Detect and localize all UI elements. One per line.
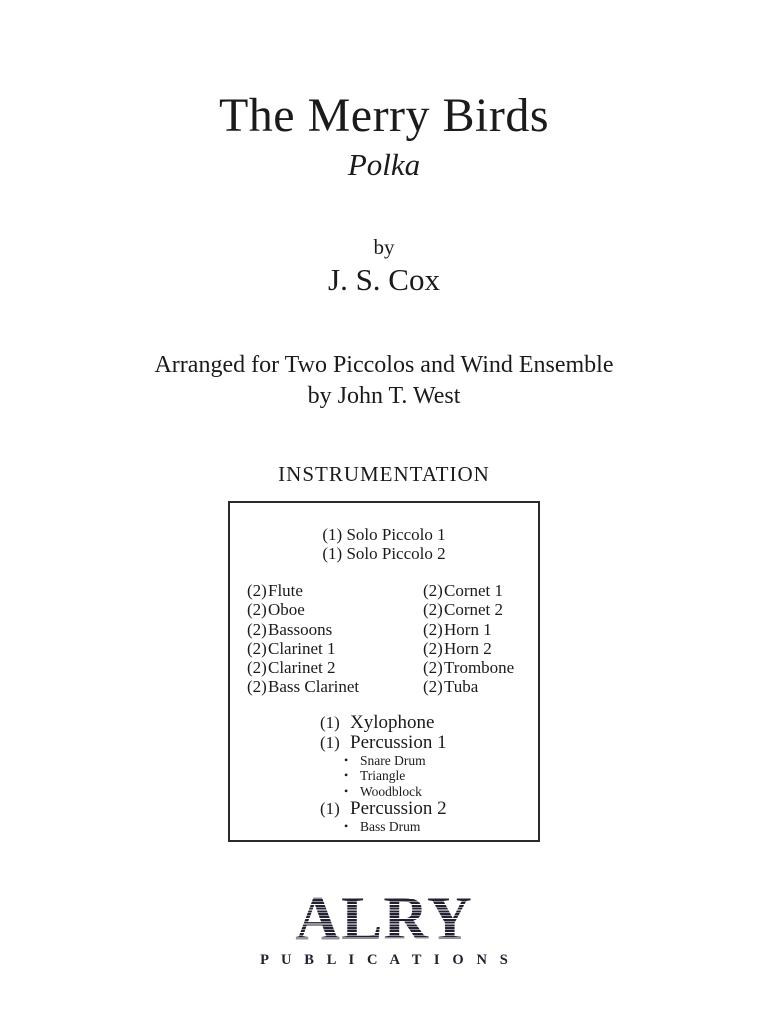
instrument-row <box>423 639 538 658</box>
part-count: (2) <box>247 638 267 658</box>
instrument-row <box>247 581 423 600</box>
bullet-icon: • <box>344 752 349 767</box>
instrument-row <box>423 658 538 677</box>
publisher-logo <box>0 885 768 968</box>
part-count: (1) <box>320 712 340 732</box>
part-name: Bass Clarinet <box>268 677 360 697</box>
percussion-sub-item <box>320 784 538 800</box>
part-name: Clarinet 2 <box>268 658 336 678</box>
instrument-row <box>423 581 538 600</box>
part-count: (2) <box>247 677 267 697</box>
percussion-row <box>320 733 538 753</box>
part-name: Cornet 2 <box>444 600 504 620</box>
part-count: (2) <box>247 581 267 600</box>
part-name: Horn 1 <box>444 619 492 639</box>
instrument-column-right <box>423 581 538 697</box>
instrument-row <box>423 600 538 619</box>
part-count: (1) <box>320 799 340 819</box>
instrumentation-box <box>228 501 540 842</box>
instrument-row <box>423 620 538 639</box>
instrument-row <box>247 658 423 677</box>
part-name: Bassoons <box>268 619 333 639</box>
publisher-name: ALRY <box>295 885 473 953</box>
sub-item-name: Woodblock <box>360 783 422 799</box>
composer-name: J. S. Cox <box>328 262 440 297</box>
instrument-column-left <box>247 581 423 697</box>
solo-part <box>230 525 538 544</box>
part-name: Clarinet 1 <box>268 638 336 658</box>
instrument-row <box>247 600 423 619</box>
by-label: by <box>373 235 395 259</box>
bullet-icon: • <box>344 768 349 783</box>
arrangement-line-1: Arranged for Two Piccolos and Wind Ensemble <box>154 352 614 378</box>
percussion-section <box>230 713 538 835</box>
part-name: Solo Piccolo 1 <box>346 525 446 544</box>
part-count: (1) <box>322 544 343 563</box>
part-name: Cornet 1 <box>444 581 504 600</box>
arrangement-line-2: by John T. West <box>307 383 461 409</box>
part-count: (2) <box>247 600 267 620</box>
part-count: (1) <box>322 525 343 544</box>
percussion-sub-item <box>320 753 538 769</box>
sub-item-name: Bass Drum <box>360 819 421 835</box>
part-name: Solo Piccolo 2 <box>346 544 446 563</box>
instrument-row <box>247 620 423 639</box>
part-name: Trombone <box>444 658 515 678</box>
sub-item-name: Triangle <box>360 768 406 784</box>
part-name: Horn 2 <box>444 638 492 658</box>
part-count: (2) <box>423 619 443 639</box>
solo-part <box>230 544 538 563</box>
instrumentation-heading: INSTRUMENTATION <box>278 462 490 486</box>
part-name: Xylophone <box>350 711 435 733</box>
publisher-subtitle: P U B L I C A T I O N S <box>260 952 513 968</box>
part-name: Oboe <box>268 600 305 620</box>
percussion-row <box>320 713 538 733</box>
page-title: The Merry Birds <box>218 89 550 142</box>
part-count: (1) <box>320 732 340 752</box>
bullet-icon: • <box>344 783 349 798</box>
sub-item-name: Snare Drum <box>360 752 426 768</box>
instrument-row <box>247 639 423 658</box>
part-count: (2) <box>423 658 443 678</box>
arrangement-credit <box>0 350 768 412</box>
part-name: Tuba <box>444 677 479 697</box>
part-count: (2) <box>423 638 443 658</box>
part-count: (2) <box>423 600 443 620</box>
percussion-row <box>320 799 538 819</box>
bullet-icon: • <box>344 819 349 834</box>
part-count: (2) <box>247 619 267 639</box>
instrument-row <box>423 677 538 696</box>
part-name: Percussion 2 <box>350 798 447 820</box>
percussion-sub-item <box>320 768 538 784</box>
part-name: Percussion 1 <box>350 731 447 753</box>
instrument-row <box>247 677 423 696</box>
percussion-sub-item <box>320 819 538 835</box>
part-count: (2) <box>423 581 443 600</box>
instrument-columns <box>230 581 538 697</box>
piece-subtitle: Polka <box>347 147 421 182</box>
part-count: (2) <box>247 658 267 678</box>
part-count: (2) <box>423 677 443 697</box>
part-name: Flute <box>268 581 303 600</box>
